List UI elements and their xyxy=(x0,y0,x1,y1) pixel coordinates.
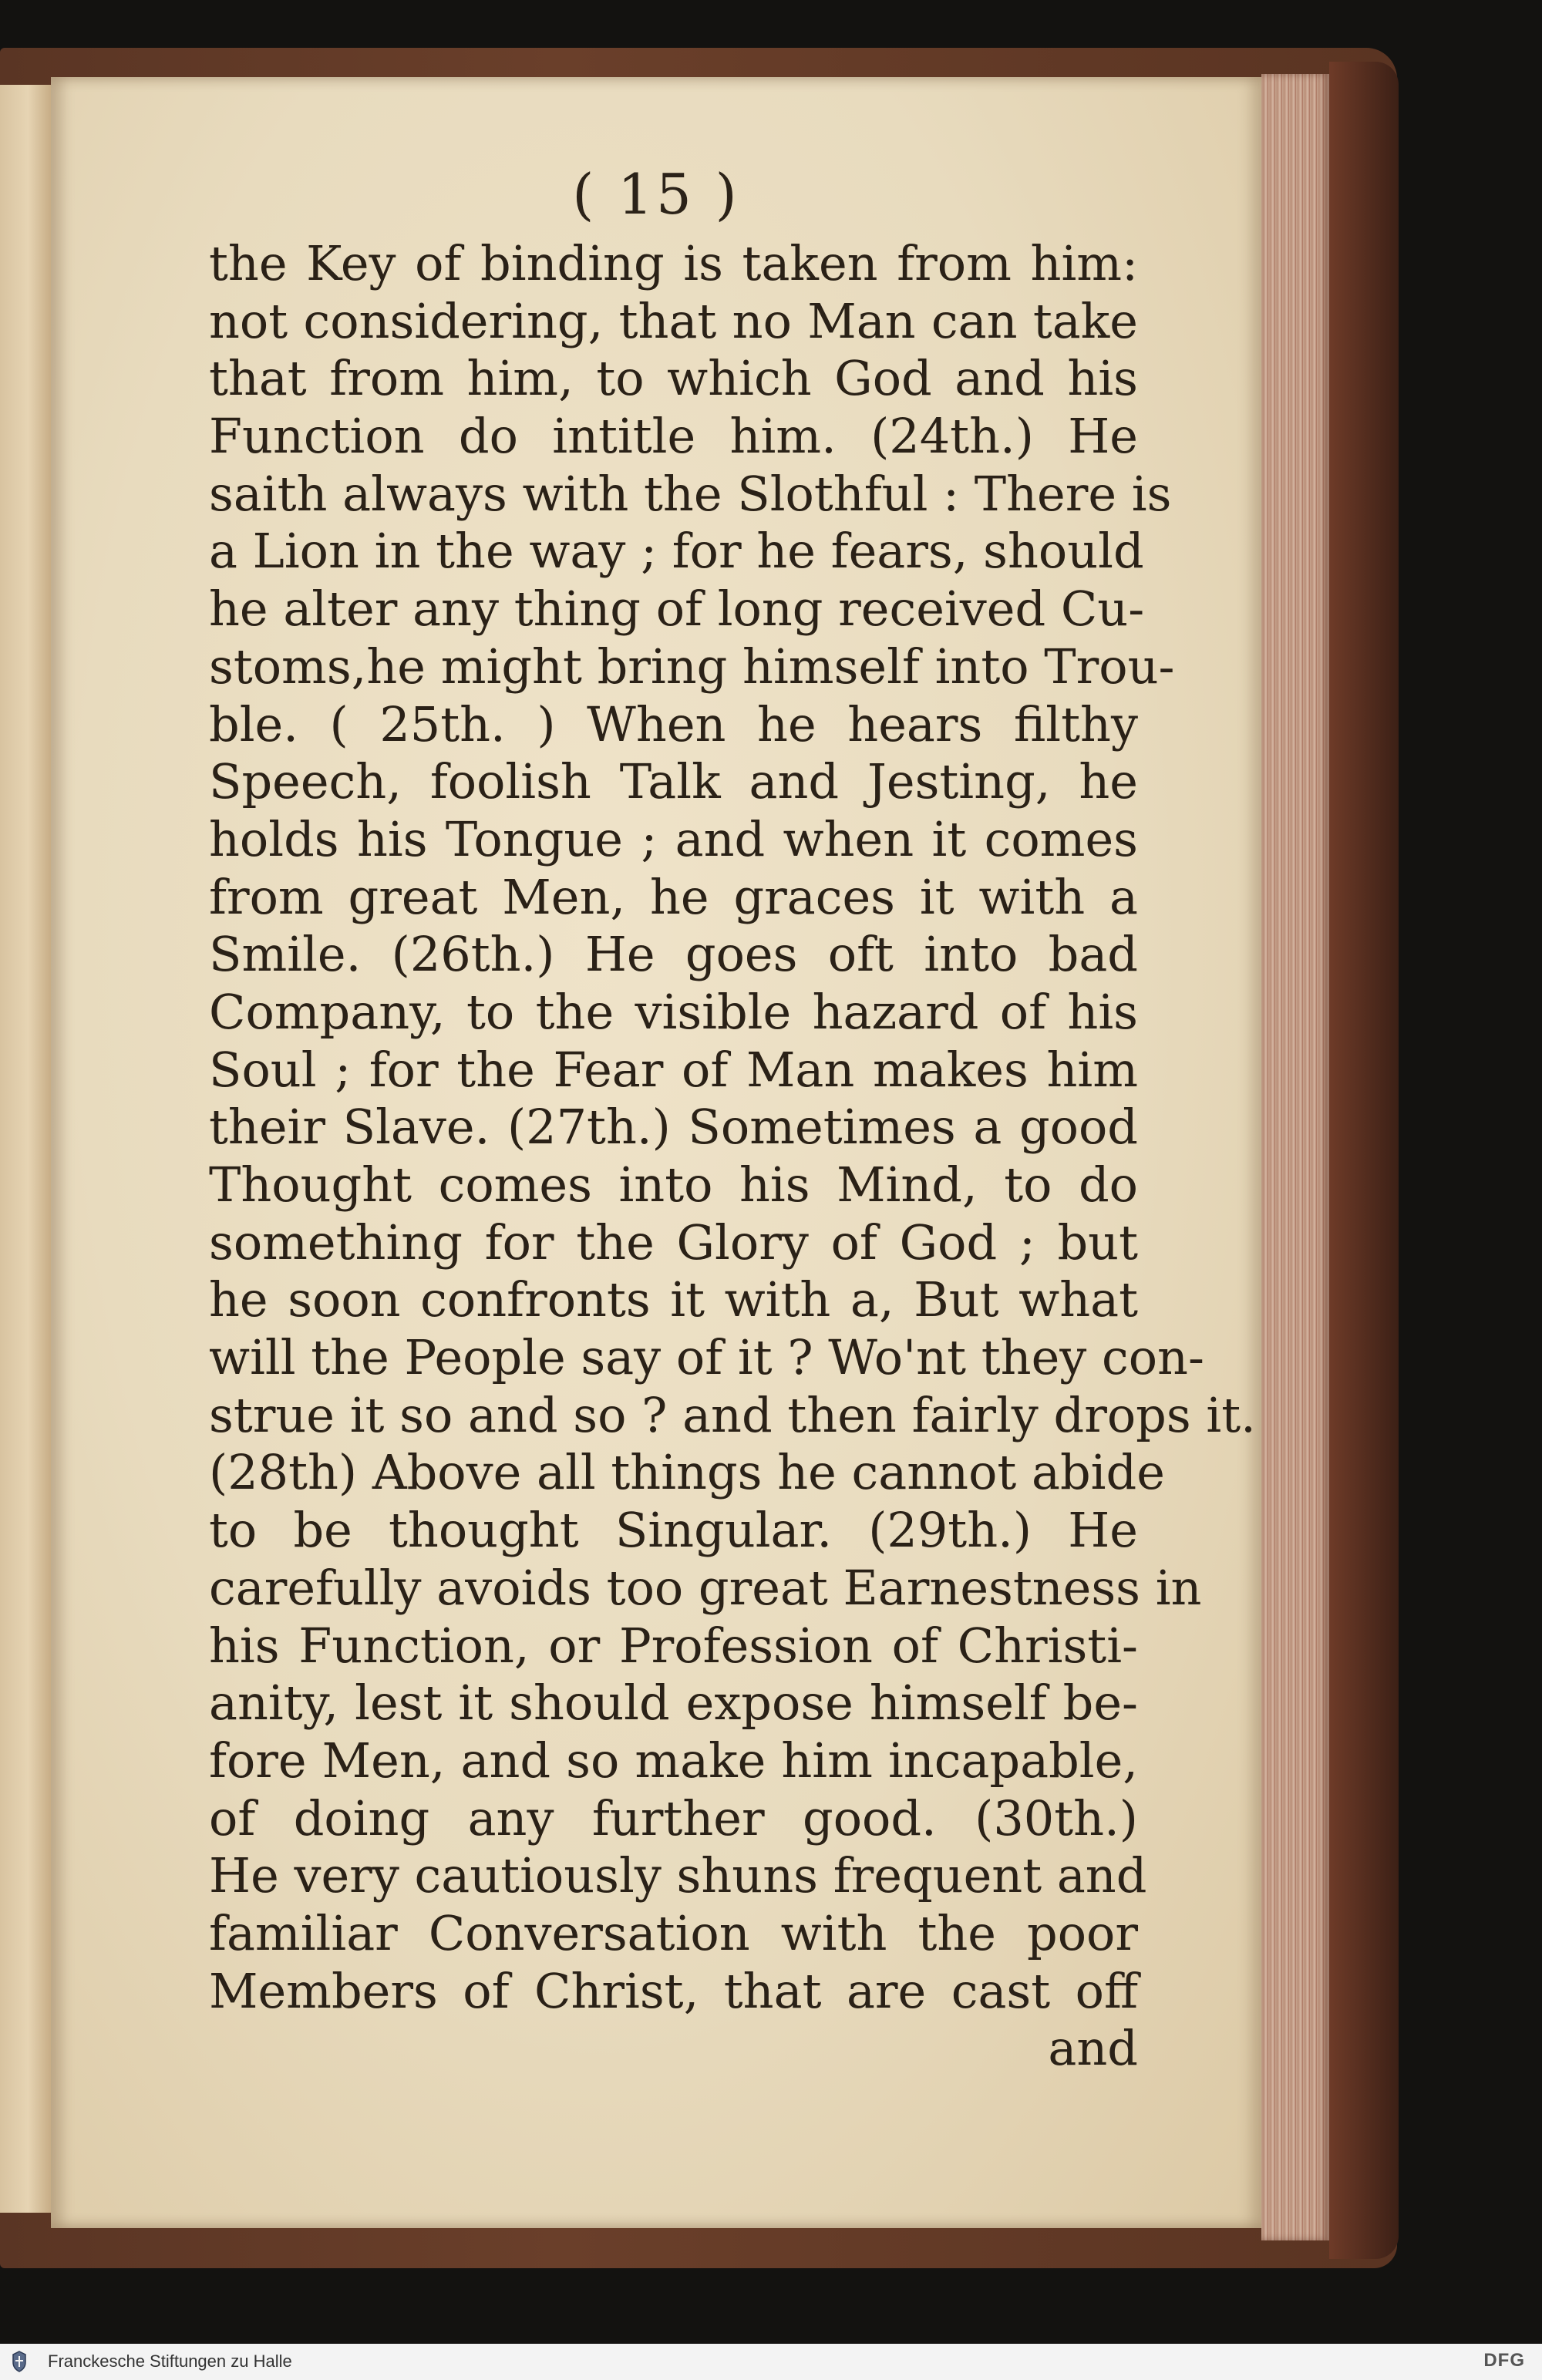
text-line: Members of Christ, that are cast off xyxy=(209,1962,1138,2019)
text-line: from great Men, he graces it with a xyxy=(209,868,1138,925)
text-line: holds his Tongue ; and when it comes xyxy=(209,810,1138,867)
text-line: his Function, or Profession of Christi- xyxy=(209,1617,1138,1674)
page-content xyxy=(51,0,1261,2313)
text-line: familiar Conversation with the poor xyxy=(209,1904,1138,1961)
text-line: saith always with the Slothful : There is xyxy=(209,465,1172,522)
page-number: ( 15 ) xyxy=(572,162,740,227)
catchword: and xyxy=(1048,2020,1138,2077)
text-line: fore Men, and so make him incapable, xyxy=(209,1732,1138,1789)
text-line: (28th) Above all things he cannot abide xyxy=(209,1444,1165,1501)
text-line: Soul ; for the Fear of Man makes him xyxy=(209,1041,1138,1098)
institution-name: Franckesche Stiftungen zu Halle xyxy=(48,2351,292,2371)
cover-edge xyxy=(1329,62,1399,2259)
text-line: Function do intitle him. (24th.) He xyxy=(209,408,1138,465)
left-page-edge xyxy=(0,85,51,2213)
text-line: to be thought Singular. (29th.) He xyxy=(209,1502,1138,1559)
text-line: will the People say of it ? Wo'nt they con- xyxy=(209,1329,1204,1386)
text-line: carefully avoids too great Earnestness in xyxy=(209,1559,1202,1616)
text-block xyxy=(209,235,1256,2078)
text-line: not considering, that no Man can take xyxy=(209,292,1138,349)
text-line: Speech, foolish Talk and Jesting, he xyxy=(209,753,1138,810)
foundation-crest-icon xyxy=(9,2350,29,2373)
text-line: he alter any thing of long received Cu- xyxy=(209,581,1145,638)
text-line: Thought comes into his Mind, to do xyxy=(209,1156,1138,1213)
page-fore-edge xyxy=(1261,74,1329,2240)
text-line: ble. ( 25th. ) When he hears filthy xyxy=(209,695,1138,752)
text-line: Smile. (26th.) He goes oft into bad xyxy=(209,926,1138,983)
text-line: strue it so and so ? and then fairly drops it. xyxy=(209,1386,1256,1443)
text-line: he soon confronts it with a, But what xyxy=(209,1271,1138,1328)
text-line: that from him, to which God and his xyxy=(209,350,1138,407)
text-line: Company, to the visible hazard of his xyxy=(209,983,1138,1040)
provider-logo: DFG xyxy=(1483,2350,1525,2371)
text-line: something for the Glory of God ; but xyxy=(209,1214,1138,1271)
footer-bar xyxy=(0,2344,1542,2380)
text-line: He very cautiously shuns frequent and xyxy=(209,1847,1147,1904)
text-line: of doing any further good. (30th.) xyxy=(209,1789,1138,1846)
text-line: anity, lest it should expose himself be- xyxy=(209,1675,1138,1732)
text-line: the Key of binding is taken from him: xyxy=(209,235,1138,291)
text-line: stoms,he might bring himself into Trou- xyxy=(209,638,1175,695)
text-line: a Lion in the way ; for he fears, should xyxy=(209,523,1144,580)
text-line: their Slave. (27th.) Sometimes a good xyxy=(209,1099,1138,1156)
